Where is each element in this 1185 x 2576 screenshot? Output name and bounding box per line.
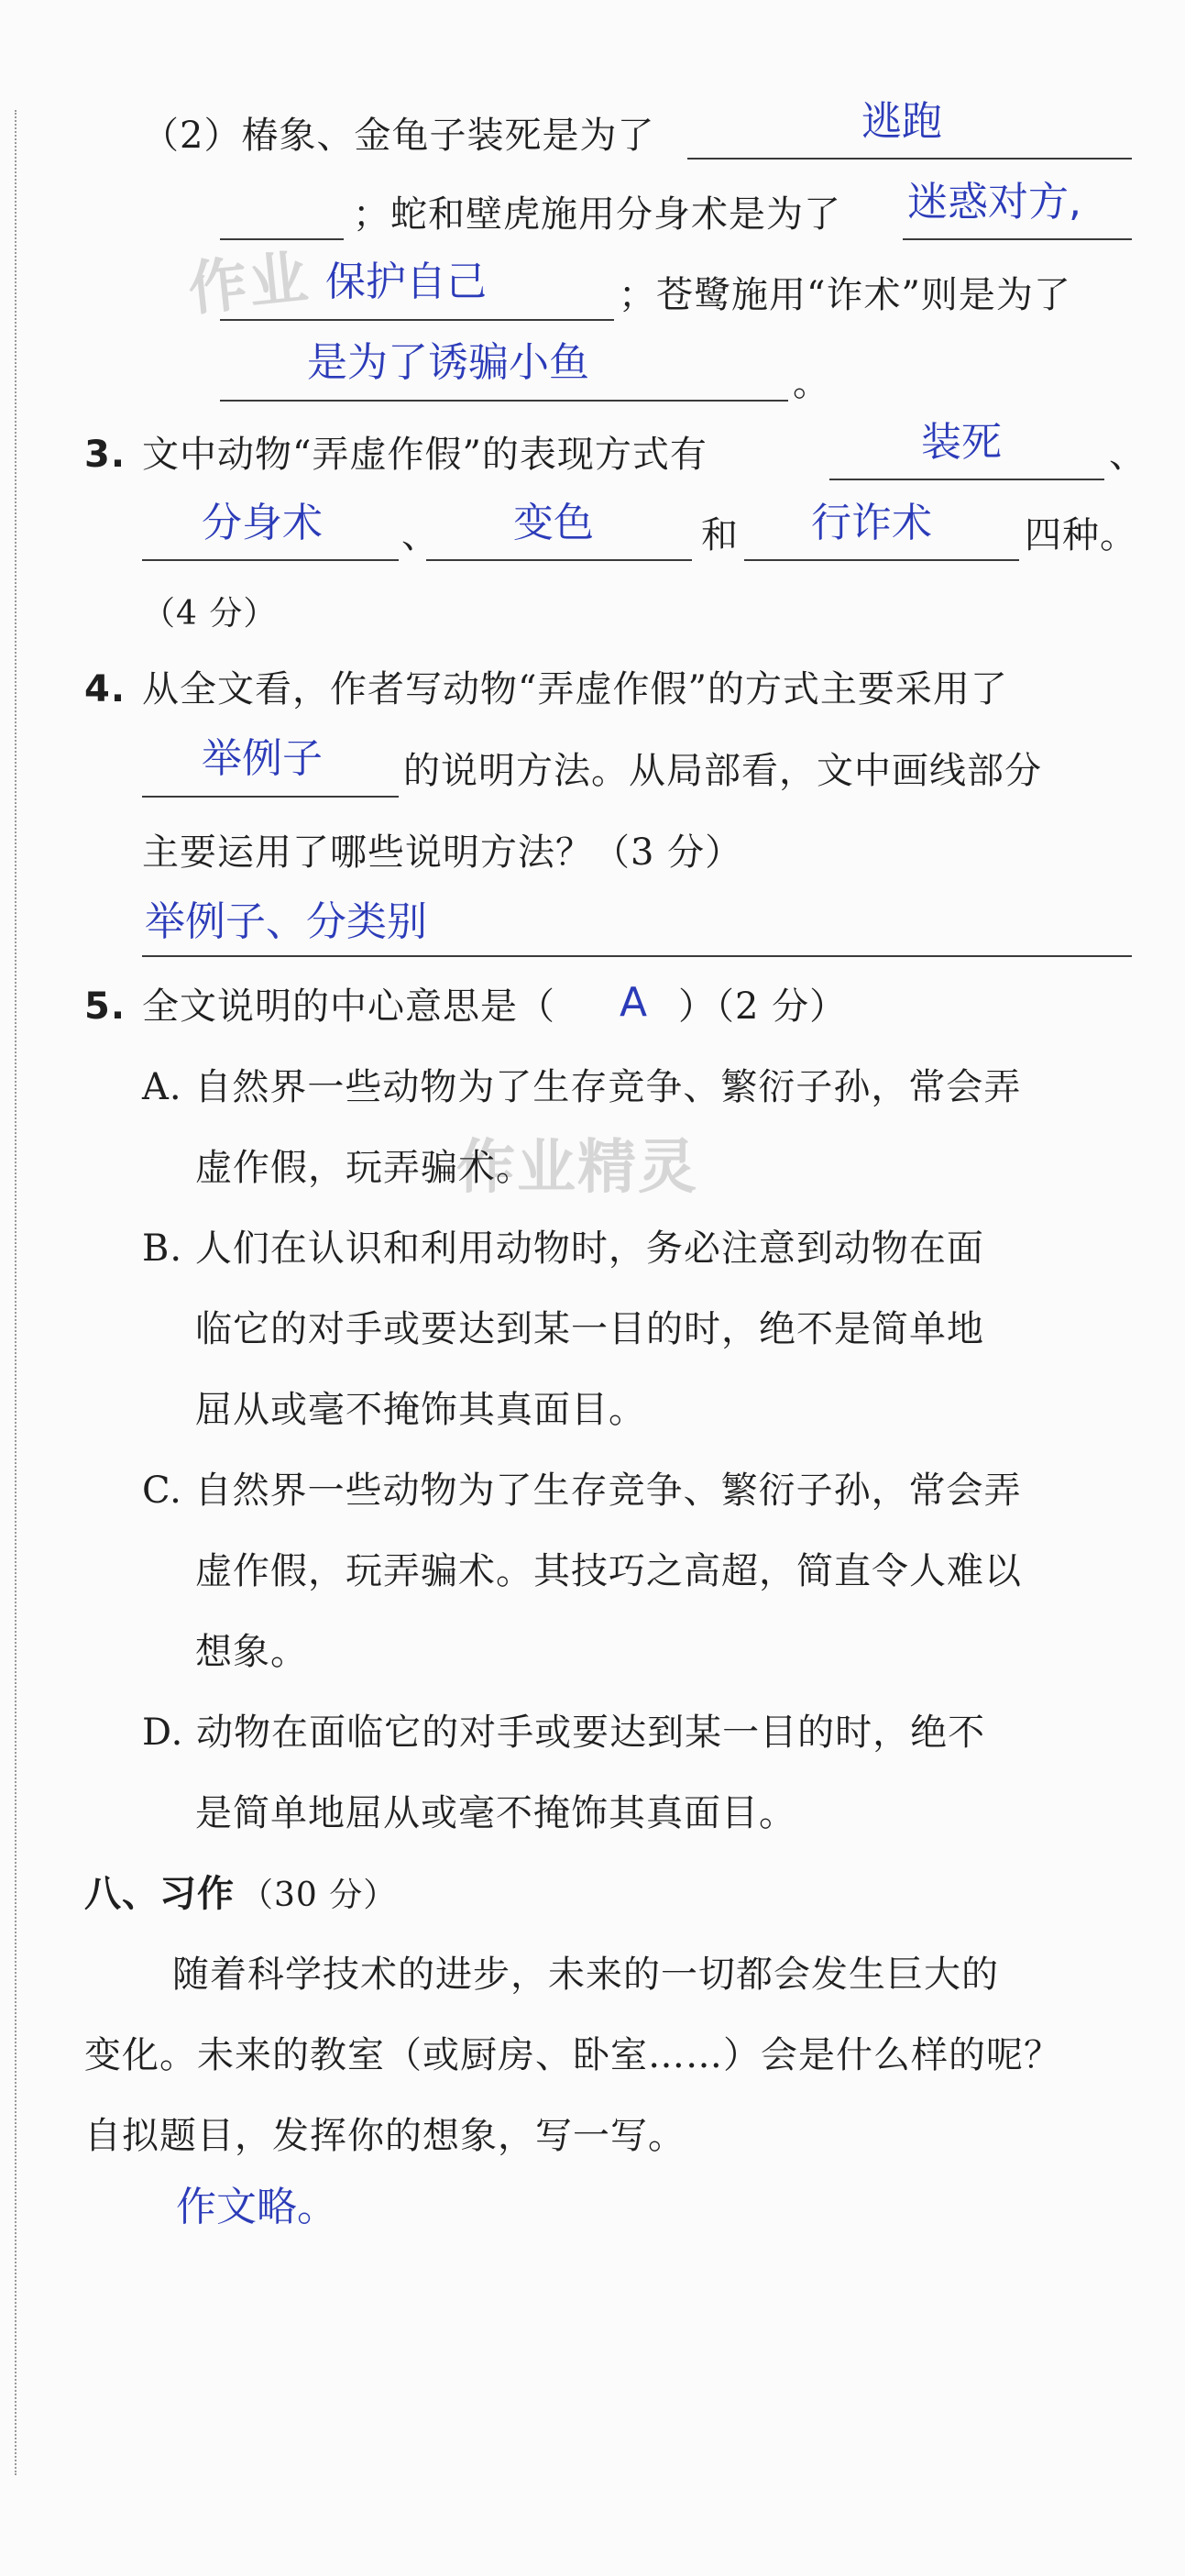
q2-line2: ；蛇和壁虎施用分身术是为了 — [353, 193, 841, 236]
section8-prompt-line1: 随着科学技术的进步，未来的一切都会发生巨大的 — [172, 1954, 999, 1996]
q5-option-d-line2: 是简单地屈从或毫不掩饰其真面目。 — [195, 1792, 796, 1834]
q5-option-c-line1: C. 自然界一些动物为了生存竞争、繁衍子孙，常会弄 — [142, 1470, 1022, 1512]
q2-blank4-underline — [220, 400, 788, 402]
q3-blank4-underline — [744, 559, 1019, 561]
q4-line1: 从全文看，作者写动物“弄虚作假”的方式主要采用了 — [142, 668, 1008, 710]
q5-option-b-line2: 临它的对手或要达到某一目的时，绝不是简单地 — [195, 1308, 984, 1350]
q3-answer2: 分身术 — [202, 500, 323, 546]
q2-blank1b-underline — [220, 238, 344, 240]
q3-answer1: 装死 — [921, 419, 1002, 466]
q3-text: 文中动物“弄虚作假”的表现方式有 — [142, 434, 708, 476]
q4-blank2-underline — [142, 955, 1132, 957]
q3-tail: 四种。 — [1025, 514, 1137, 556]
q2-line4-end: 。 — [793, 362, 830, 404]
section8-score: （30 分） — [240, 1877, 398, 1914]
binding-margin-line — [15, 110, 16, 2475]
q5-stem-a: 全文说明的中心意思是（ — [142, 985, 555, 1028]
q2-line1: （2）椿象、金龟子装死是为了 — [142, 115, 655, 157]
q4-answer1: 举例子 — [202, 735, 323, 782]
q4-line3: 主要运用了哪些说明方法？（3 分） — [142, 831, 743, 874]
q4-blank1-underline — [142, 796, 399, 798]
q3-blank2-underline — [142, 559, 399, 561]
q5-option-a-line2: 虚作假，玩弄骗术。 — [195, 1147, 533, 1189]
q2-line3: ；苍鹭施用“诈术”则是为了 — [619, 274, 1071, 316]
q5-option-b-line1: B. 人们在认识和利用动物时，务必注意到动物在面 — [142, 1227, 984, 1270]
q4-number: 4. — [84, 668, 126, 710]
q2-answer1: 逃跑 — [861, 98, 942, 145]
q5-option-c-line2: 虚作假，玩弄骗术。其技巧之高超，简直令人难以 — [195, 1550, 1022, 1592]
q5-option-a-line1: A. 自然界一些动物为了生存竞争、繁衍子孙，常会弄 — [142, 1066, 1022, 1108]
watermark-logo-2: 作业精灵 — [456, 1134, 698, 1202]
q5-option-c-line3: 想象。 — [195, 1631, 308, 1673]
q3-sep2: 、 — [401, 514, 439, 556]
q2-blank3-underline — [220, 319, 614, 321]
q3-answer3: 变色 — [513, 500, 594, 546]
q3-number: 3. — [84, 434, 126, 476]
q2-answer2: 迷惑对方, — [907, 179, 1081, 226]
q2-answer4: 是为了诱骗小鱼 — [307, 339, 589, 386]
section8-prompt-line3: 自拟题目，发挥你的想象，写一写。 — [84, 2115, 686, 2157]
q2-blank1-underline — [687, 158, 1132, 160]
q5-answer: A — [620, 979, 648, 1026]
q3-answer4: 行诈术 — [811, 500, 932, 546]
q3-and: 和 — [701, 514, 739, 556]
q4-line2: 的说明方法。从局部看，文中画线部分 — [403, 750, 1042, 792]
section8-prompt-line2: 变化。未来的教室（或厨房、卧室……）会是什么样的呢？ — [84, 2034, 1061, 2076]
q3-score: （4 分） — [142, 595, 278, 633]
section8-title: 八、习作 — [84, 1873, 235, 1915]
q5-option-b-line3: 屈从或毫不掩饰其真面目。 — [195, 1389, 646, 1431]
q5-option-d-line1: D. 动物在面临它的对手或要达到某一目的时，绝不 — [142, 1712, 986, 1754]
q4-answer2: 举例子、分类别 — [145, 898, 427, 945]
q5-number: 5. — [84, 985, 126, 1028]
q3-blank3-underline — [426, 559, 692, 561]
q3-sep1: 、 — [1109, 434, 1147, 476]
q2-blank2-underline — [903, 238, 1132, 240]
q3-blank1-underline — [829, 479, 1104, 480]
q2-answer3: 保护自己 — [325, 259, 487, 305]
section8-answer: 作文略。 — [176, 2184, 337, 2230]
q5-stem-b: ）（2 分） — [678, 985, 848, 1028]
watermark-logo-1: 作业 — [185, 244, 313, 325]
